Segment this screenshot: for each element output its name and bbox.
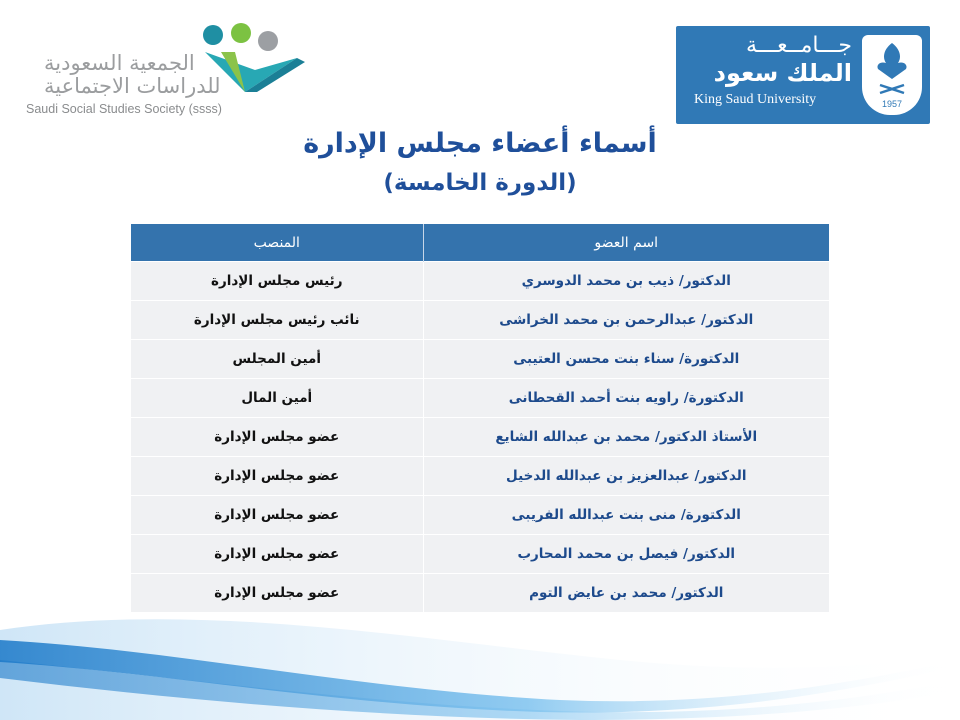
ssss-logo <box>20 22 310 122</box>
ksu-logo <box>676 26 930 124</box>
member-name: الدكتور/ ذيب بن محمد الدوسري <box>423 262 829 301</box>
member-name: الدكتور/ فيصل بن محمد المحارب <box>423 535 829 574</box>
ssss-english-name: Saudi Social Studies Society (ssss) <box>26 102 222 116</box>
table-row <box>131 418 829 457</box>
header-member-name: اسم العضو <box>423 224 829 262</box>
member-position: عضو مجلس الإدارة <box>131 535 423 574</box>
member-position: نائب رئيس مجلس الإدارة <box>131 301 423 340</box>
ksu-arabic-name-line1: جـــامــعـــة <box>745 33 852 58</box>
header-position: المنصب <box>131 224 423 262</box>
ksu-seal-year: 1957 <box>881 99 903 109</box>
table-header-row <box>131 224 829 262</box>
member-position: أمين المال <box>131 379 423 418</box>
ssss-arabic-name-line1: الجمعية السعودية <box>44 51 195 75</box>
decorative-wave <box>0 540 960 720</box>
ksu-english-name: King Saud University <box>694 92 817 107</box>
member-name: الدكتور/ عبدالرحمن بن محمد الخراشى <box>423 301 829 340</box>
member-name: الدكتورة/ راويه بنت أحمد القحطانى <box>423 379 829 418</box>
member-position: عضو مجلس الإدارة <box>131 574 423 613</box>
member-position: رئيس مجلس الإدارة <box>131 262 423 301</box>
member-position: عضو مجلس الإدارة <box>131 496 423 535</box>
page-subtitle: (الدورة الخامسة) <box>383 170 577 196</box>
member-position: أمين المجلس <box>131 340 423 379</box>
table-row <box>131 262 829 301</box>
member-position: عضو مجلس الإدارة <box>131 457 423 496</box>
member-name: الدكتور/ محمد بن عايض التوم <box>423 574 829 613</box>
member-name: الدكتورة/ منى بنت عبدالله الفريبى <box>423 496 829 535</box>
member-name: الأستاذ الدكتور/ محمد بن عبدالله الشايع <box>423 418 829 457</box>
page-title: أسماء أعضاء مجلس الإدارة <box>303 128 657 159</box>
member-name: الدكتور/ عبدالعزيز بن عبدالله الدخيل <box>423 457 829 496</box>
table-row <box>131 457 829 496</box>
table-row <box>131 340 829 379</box>
table-row <box>131 496 829 535</box>
table-row <box>131 379 829 418</box>
ksu-arabic-name-line2: الملك سعود <box>713 59 852 87</box>
member-name: الدكتورة/ سناء بنت محسن العتيبى <box>423 340 829 379</box>
ksu-seal-icon <box>862 35 922 115</box>
ssss-arabic-name-line2: للدراسات الاجتماعية <box>44 74 221 98</box>
member-position: عضو مجلس الإدارة <box>131 418 423 457</box>
table-row <box>131 301 829 340</box>
